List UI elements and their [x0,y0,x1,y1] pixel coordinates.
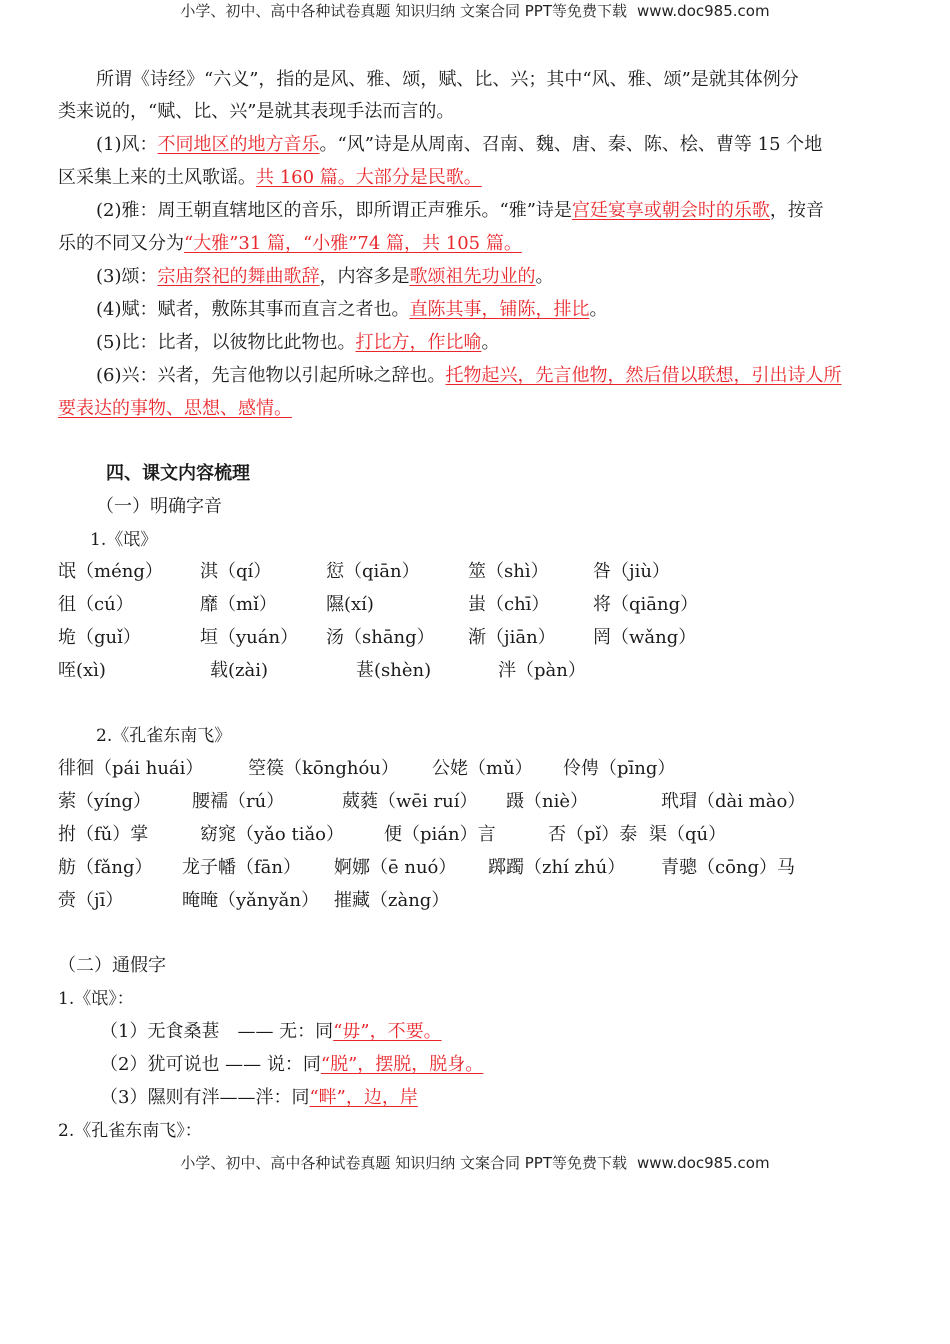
pronunciation-item: 伶俜（pīng） [563,758,676,779]
xing-line-2 [58,397,292,421]
ya-line-2 [58,232,522,256]
pronunciation-item: 氓（méng） [58,561,163,582]
pronunciation-item: 咎（jiù） [593,561,670,582]
bi-line [96,331,500,355]
feng-line2-prefix: 区采集上来的土风歌谣。 [58,167,256,188]
header-url[interactable]: www.doc985.com [636,2,770,20]
tongjia-item-answer: “毋”，不要。 [333,1021,442,1042]
pronunciation-item: 咥(xì) [58,660,106,681]
song-suffix: 。 [535,266,554,287]
pronunciation-item: 垣（yuán） [200,627,299,648]
pronunciation-item: 腰襦（rú） [192,791,285,812]
song-line [96,265,554,289]
pronunciation-item: 公姥（mǔ） [432,758,533,779]
pronunciation-item: 踯躅（zhí zhú） [488,857,626,878]
pronunciation-item: 箜篌（kōnghóu） [248,758,399,779]
pronunciation-item: 载(zài) [210,660,269,681]
xing-prefix: (6)兴：兴者，先言他物以引起所咏之辞也。 [96,365,446,386]
pronunciation-item: 蹑（niè） [506,791,589,812]
pronunciation-item: 舫（fǎng） [58,857,153,878]
feng-answer-2: 共 160 篇。大部分是民歌。 [256,167,482,188]
feng-line-2 [58,166,482,190]
tongjia-item-answer: “畔”，边，岸 [309,1087,418,1108]
pronunciation-item: 葚(shèn) [356,660,432,681]
pronunciation-item: 靡（mǐ） [200,594,277,615]
song-answer-2: 歌颂祖先功业的 [409,266,536,287]
pronunciation-item: 汤（shāng） [326,627,435,648]
pronunciation-item: 渠（qú） [649,824,727,845]
pronunciation-item: 摧藏（zàng） [334,890,450,911]
tongjia-item [100,1053,483,1077]
section-title: 四、课文内容梳理 [106,463,250,484]
fu-prefix: (4)赋：赋者，敷陈其事而直言之者也。 [96,299,410,320]
pronunciation-item: 窈窕（yǎo tiǎo） [200,824,345,845]
pronunciation-item: 龙子幡（fān） [182,857,301,878]
pronunciation-item: 葳蕤（wēi ruí） [342,791,478,812]
pronunciation-item: 青骢（cōng）马 [661,857,796,878]
fu-suffix: 。 [589,299,608,320]
intro-line-2: 类来说的，“赋、比、兴”是就其表现手法而言的。 [58,101,455,122]
subsection-pronunciation: （一）明确字音 [96,496,222,517]
kongque-title: 2.《孔雀东南飞》 [96,726,232,746]
tongjia-item-prefix: （1）无食桑葚 —— 无：同 [100,1021,334,1042]
fu-answer: 直陈其事，铺陈，排比 [409,299,590,320]
ya-line2-prefix: 乐的不同又分为 [58,233,184,254]
ya-suffix: ，按音 [769,200,824,221]
ya-answer-1: 宫廷宴享或朝会时的乐歌 [571,200,770,221]
pronunciation-item: 蚩（chī） [468,594,550,615]
pronunciation-item: 淇（qí） [200,561,272,582]
song-prefix: (3)颂： [96,266,158,287]
bi-answer: 打比方，作比喻 [355,332,482,353]
pronunciation-item: 愆（qiān） [326,561,420,582]
page-footer [0,1152,950,1173]
xing-line-1 [96,364,842,388]
pronunciation-item: 徂（cú） [58,594,134,615]
pronunciation-item: 萦（yíng） [58,791,152,812]
song-mid: ，内容多是 [319,266,410,287]
pronunciation-item: 婀娜（ē nuó） [334,857,457,878]
pronunciation-item: 垝（guǐ） [58,627,141,648]
pronunciation-item: 筮（shì） [468,561,549,582]
tongjia-item [100,1020,442,1044]
pronunciation-item: 晻晻（yǎnyǎn） [182,890,319,911]
pronunciation-item: 渐（jiān） [468,627,556,648]
feng-mid: 。“风”诗是从周南、召南、魏、唐、秦、陈、桧、曹等 15 个地 [319,134,823,155]
pronunciation-item: 泮（pàn） [498,660,586,681]
pronunciation-item: 赍（jī） [58,890,124,911]
ya-prefix: (2)雅：周王朝直辖地区的音乐，即所谓正声雅乐。“雅”诗是 [96,200,572,221]
pronunciation-item: 玳瑁（dài mào） [661,791,806,812]
ya-answer-2: “大雅”31 篇，“小雅”74 篇，共 105 篇。 [184,233,522,254]
pronunciation-item: 徘徊（pái huái） [58,758,204,779]
pronunciation-item: 罔（wǎng） [593,627,697,648]
tongjia-meng-title: 1.《氓》： [58,989,134,1009]
tongjia-kongque-title: 2.《孔雀东南飞》： [58,1121,202,1141]
xing-answer-2: 要表达的事物、思想、感情。 [58,398,292,419]
xing-answer-1: 托物起兴，先言他物，然后借以联想，引出诗人所 [445,365,842,386]
feng-answer-1: 不同地区的地方音乐 [157,134,320,155]
meng-title: 1.《氓》 [90,530,158,550]
tongjia-item-prefix: （3）隰则有泮——泮：同 [100,1087,310,1108]
tongjia-item-prefix: （2）犹可说也 —— 说：同 [100,1054,321,1075]
feng-line-1 [96,133,822,157]
footer-url[interactable]: www.doc985.com [636,1154,770,1172]
tongjia-item-answer: “脱”，摆脱，脱身。 [320,1054,484,1075]
tongjia-item [100,1086,418,1110]
ya-line-1 [96,199,824,223]
tongjia-title: （二）通假字 [58,955,166,976]
header-text: 小学、初中、高中各种试卷真题 知识归纳 文案合同 PPT等免费下载 [180,2,627,20]
footer-text: 小学、初中、高中各种试卷真题 知识归纳 文案合同 PPT等免费下载 [180,1154,627,1172]
bi-suffix: 。 [481,332,500,353]
pronunciation-item: 便（pián）言 [384,824,496,845]
intro-line-1: 所谓《诗经》“六义”，指的是风、雅、颂，赋、比、兴；其中“风、雅、颂”是就其体例分 [96,69,799,90]
pronunciation-item: 隰(xí) [326,594,374,615]
pronunciation-item: 拊（fǔ）掌 [58,824,149,845]
bi-prefix: (5)比：比者，以彼物比此物也。 [96,332,356,353]
page-header [0,0,950,21]
fu-line [96,298,608,322]
pronunciation-item: 将（qiāng） [593,594,699,615]
feng-prefix: (1)风： [96,134,158,155]
song-answer-1: 宗庙祭祀的舞曲歌辞 [157,266,320,287]
pronunciation-item: 否（pǐ）泰 [548,824,638,845]
